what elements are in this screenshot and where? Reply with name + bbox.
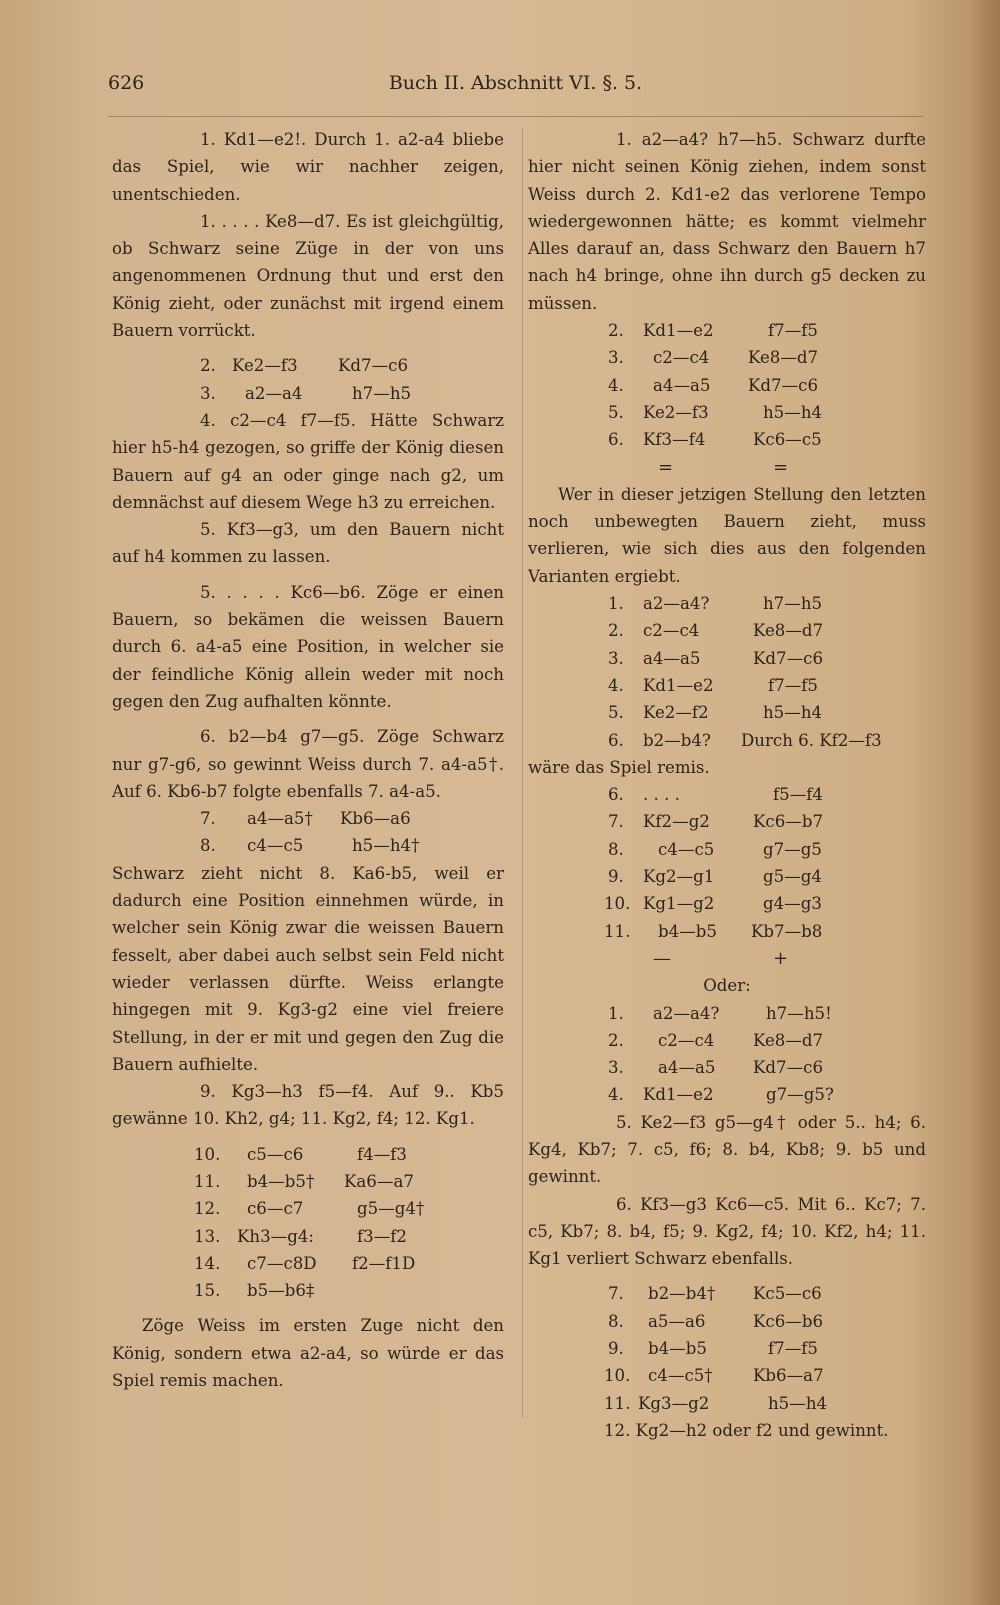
page-header [108, 72, 923, 102]
black-move: g4—g3 [763, 894, 822, 914]
move-row [112, 832, 504, 859]
black-move: Kc6—c5 [753, 430, 822, 450]
running-title: Buch II. Abschnitt VI. §. 5. [388, 72, 643, 94]
move-number: 10. [194, 1144, 221, 1164]
white-move: b2—b4† [648, 1284, 716, 1304]
move-number: 4. [608, 375, 624, 395]
move-row [528, 781, 926, 808]
white-move: Kd1—e2 [643, 1085, 714, 1105]
move-row [528, 863, 926, 890]
move-row [112, 1250, 504, 1277]
black-move: g5—g4† [357, 1199, 425, 1219]
black-move: f7—f5 [768, 675, 818, 695]
white-move: c2—c4 [653, 348, 710, 368]
move-number: 2. [200, 356, 216, 376]
paragraph: 1. a2—a4? h7—h5. Schwarz durfte hier nicht seinen König ziehen, indem sonst Weiss durch 2. Kd1-e2 das verlorene Tempo wiedergewonnen hätte; es kommt vielmehr Alles darauf an, dass Schwarz den Bauern h7 nach h4 bringe, ohne ihn durch g5 decken zu müssen. [528, 130, 926, 313]
move-number: 9. [608, 1339, 624, 1359]
black-move: Kd7—c6 [748, 375, 819, 395]
white-move: c4—c5† [648, 1366, 713, 1386]
white-move: b4—b5 [648, 1339, 707, 1359]
black-move: Kd7—c6 [338, 356, 409, 376]
equal-symbol: = [658, 456, 674, 478]
move-row [528, 399, 926, 426]
move-number: 7. [608, 812, 624, 832]
black-move: Kb7—b8 [751, 921, 823, 941]
white-move: c5—c6 [247, 1144, 304, 1164]
move-number: 11. [194, 1171, 221, 1191]
move-number: 2. [608, 621, 624, 641]
white-move: b2—b4? [643, 730, 711, 750]
white-move: c2—c4 [643, 621, 700, 641]
black-move: Ke8—d7 [748, 348, 819, 368]
white-move: a4—a5 [658, 1058, 716, 1078]
black-move: f5—f4 [773, 785, 823, 805]
move-row [528, 645, 926, 672]
black-move: f4—f3 [357, 1144, 407, 1164]
black-move: Kc6—b7 [753, 812, 824, 832]
annotation: Durch 6. Kf2—f3 [741, 730, 882, 750]
move-number: 3. [608, 1058, 624, 1078]
paragraph: wäre das Spiel remis. [528, 757, 710, 777]
move-number: 5. [608, 703, 624, 723]
move-row [528, 1027, 926, 1054]
move-row [528, 317, 926, 344]
white-move: a2—a4 [245, 383, 303, 403]
move-number: 7. [608, 1284, 624, 1304]
move-number: 10. [604, 1366, 631, 1386]
paragraph: 9. Kg3—h3 f5—f4. Auf 9.. Kb5 gewänne 10. Kh2, g4; 11. Kg2, f4; 12. Kg1. [112, 1082, 504, 1129]
left-column [112, 126, 504, 1394]
black-move: Kd7—c6 [753, 1058, 824, 1078]
oder-label: Oder: [703, 976, 751, 996]
move-number: 4. [608, 1085, 624, 1105]
paragraph: Wer in dieser jetzigen Stellung den letzten noch unbewegten Bauern zieht, muss verlieren, wie sich dies aus den folgenden Varianten ergiebt. [528, 484, 926, 586]
move-row [528, 672, 926, 699]
move-number: 8. [608, 839, 624, 859]
header-rule [108, 116, 923, 117]
black-move: f7—f5 [768, 1339, 818, 1359]
move-number: 8. [608, 1311, 624, 1331]
move-number: 6. [608, 730, 624, 750]
black-move: h7—h5 [352, 383, 412, 403]
move-number: 10. [604, 894, 631, 914]
white-move: Kd1—e2 [643, 675, 714, 695]
move-number: 13. [194, 1226, 221, 1246]
move-row [112, 1195, 504, 1222]
black-move: f2—f1D [352, 1253, 416, 1273]
move-number: 7. [200, 809, 216, 829]
move-number: 4. [608, 675, 624, 695]
move-number: 14. [194, 1253, 221, 1273]
equal-symbol: = [773, 456, 789, 478]
white-move: c6—c7 [247, 1199, 304, 1219]
move-row [112, 1141, 504, 1168]
white-move: Kg1—g2 [643, 894, 715, 914]
paragraph: 5. Ke2—f3 g5—g4† oder 5.. h4; 6. Kg4, Kb7; 7. c5, f6; 8. b4, Kb8; 9. b5 und gewinnt. [528, 1112, 926, 1187]
paragraph: 6. b2—b4 g7—g5. Zöge Schwarz nur g7-g6, so gewinnt Weiss durch 7. a4-a5†. Auf 6. Kb6-b7 folgte ebenfalls 7. a4-a5. [112, 727, 504, 801]
paragraph: 1. Kd1—e2!. Durch 1. a2-a4 bliebe das Spiel, wie wir nachher zeigen, unentschieden. [112, 130, 504, 204]
move-row [528, 426, 926, 453]
minus-symbol: — [653, 947, 671, 969]
paragraph: 5. . . . . Kc6—b6. Zöge er einen Bauern, so bekämen die weissen Bauern durch 6. a4-a5 eine Position, in welcher sie der feindliche König allein weder mit noch gegen den Zug aufhalten könnte. [112, 582, 504, 711]
white-move: c7—c8D [247, 1253, 317, 1273]
move-number: 3. [608, 648, 624, 668]
black-move: Ke8—d7 [753, 621, 824, 641]
white-move: Ke2—f2 [643, 703, 709, 723]
black-move: h5—h4† [352, 836, 420, 856]
white-move: Ke2—f3 [643, 402, 709, 422]
white-move: Kf2—g2 [643, 812, 710, 832]
move-row [112, 1277, 504, 1304]
move-number: 9. [608, 867, 624, 887]
paragraph: Schwarz zieht nicht 8. Ka6-b5, weil er dadurch eine Position einnehmen würde, in welcher sein König zwar die weissen Bauern fesselt, aber dabei auch selbst sein Feld nicht wieder verlassen dürfte. Weiss erlangte hingegen mit 9. Kg3-g2 eine viel freiere Stellung, in der er mit und gegen den Zug die Bauern aufhielte. [112, 863, 504, 1074]
white-move: a4—a5† [247, 809, 313, 829]
white-move: Kh3—g4: [237, 1226, 315, 1246]
white-move: Kd1—e2 [643, 321, 714, 341]
move-row [112, 805, 504, 832]
move-row [528, 727, 926, 754]
move-row [528, 699, 926, 726]
black-move: Kc6—b6 [753, 1311, 824, 1331]
move-number: 5. [608, 402, 624, 422]
black-move: g7—g5? [766, 1085, 834, 1105]
move-row [528, 372, 926, 399]
move-row [528, 1280, 926, 1307]
move-number: 8. [200, 836, 216, 856]
column-divider [522, 128, 523, 1418]
plus-symbol: + [773, 947, 789, 969]
black-move: h5—h4 [768, 1393, 828, 1413]
black-move: Kb6—a6 [340, 809, 411, 829]
right-column [528, 126, 926, 1444]
white-move: Kg3—g2 [638, 1393, 710, 1413]
black-move: Ke8—d7 [753, 1030, 824, 1050]
move-number: 6. [608, 430, 624, 450]
move-row [528, 344, 926, 371]
black-move: f7—f5 [768, 321, 818, 341]
move-row [528, 1054, 926, 1081]
move-row [528, 808, 926, 835]
move-number: 2. [608, 1030, 624, 1050]
white-move: Kf3—f4 [643, 430, 706, 450]
white-move: . . . . [643, 785, 680, 805]
symbol-row [528, 454, 926, 481]
white-move: c4—c5 [658, 839, 715, 859]
move-row [528, 1390, 926, 1417]
black-move: h5—h4 [763, 703, 823, 723]
move-number: 11. [604, 921, 631, 941]
paragraph: 4. c2—c4 f7—f5. Hätte Schwarz hier h5-h4 gezogen, so griffe der König diesen Bauern auf g4 an oder ginge nach g2, um demnächst auf diesem Wege h3 zu erreichen. [112, 410, 504, 512]
white-move: c4—c5 [247, 836, 304, 856]
move-row [528, 836, 926, 863]
white-move: c2—c4 [658, 1030, 715, 1050]
move-number: 1. [608, 1003, 624, 1023]
paragraph: 6. Kf3—g3 Kc6—c5. Mit 6.. Kc7; 7. c5, Kb7; 8. b4, f5; 9. Kg2, f4; 10. Kf2, h4; 11. Kg1 verliert Schwarz ebenfalls. [528, 1194, 926, 1269]
white-move: a5—a6 [648, 1311, 706, 1331]
black-move: Kc5—c6 [753, 1284, 822, 1304]
black-move: g5—g4 [763, 867, 822, 887]
move-number: 15. [194, 1281, 221, 1301]
move-row [528, 890, 926, 917]
move-row [112, 1223, 504, 1250]
move-row [528, 590, 926, 617]
white-move: b4—b5 [658, 921, 717, 941]
move-row [528, 1417, 926, 1444]
black-move: Kd7—c6 [753, 648, 824, 668]
move-number: 3. [608, 348, 624, 368]
white-move: Ke2—f3 [232, 356, 298, 376]
white-move: b4—b5† [247, 1171, 315, 1191]
black-move: h7—h5 [763, 594, 823, 614]
black-move: h5—h4 [763, 402, 823, 422]
move-row [528, 1362, 926, 1389]
symbol-row [528, 945, 926, 972]
move-row [528, 1308, 926, 1335]
white-move: a2—a4? [653, 1003, 720, 1023]
black-move: Ka6—a7 [344, 1171, 414, 1191]
page-number: 626 [108, 72, 145, 94]
black-move: h7—h5! [766, 1003, 832, 1023]
move-number: 1. [608, 594, 624, 614]
white-move: a4—a5 [643, 648, 701, 668]
move-number: 6. [608, 785, 624, 805]
move-number: 12. [194, 1199, 221, 1219]
black-move: g7—g5 [763, 839, 822, 859]
last-line: 12. Kg2—h2 oder f2 und gewinnt. [604, 1420, 889, 1440]
white-move: b5—b6‡ [247, 1281, 315, 1301]
move-row [112, 380, 504, 407]
black-move: f3—f2 [357, 1226, 407, 1246]
white-move: a2—a4? [643, 594, 710, 614]
move-number: 11. [604, 1393, 631, 1413]
move-number: 2. [608, 321, 624, 341]
move-row [528, 1081, 926, 1108]
move-row [112, 1168, 504, 1195]
paragraph: 5. Kf3—g3, um den Bauern nicht auf h4 kommen zu lassen. [112, 520, 504, 567]
move-number: 3. [200, 383, 216, 403]
white-move: Kg2—g1 [643, 867, 715, 887]
paragraph: 1. . . . . Ke8—d7. Es ist gleichgültig, ob Schwarz seine Züge in der von uns angenommenen Ordnung thut und erst den König zieht, oder zunächst mit irgend einem Bauern vorrückt. [112, 211, 504, 341]
white-move: a4—a5 [653, 375, 711, 395]
move-row [528, 918, 926, 945]
black-move: Kb6—a7 [753, 1366, 824, 1386]
move-row [528, 1000, 926, 1027]
move-row [112, 352, 504, 379]
move-row [528, 617, 926, 644]
move-row [528, 1335, 926, 1362]
paragraph: Zöge Weiss im ersten Zuge nicht den König, sondern etwa a2-a4, so würde er das Spiel remis machen. [112, 1316, 504, 1391]
